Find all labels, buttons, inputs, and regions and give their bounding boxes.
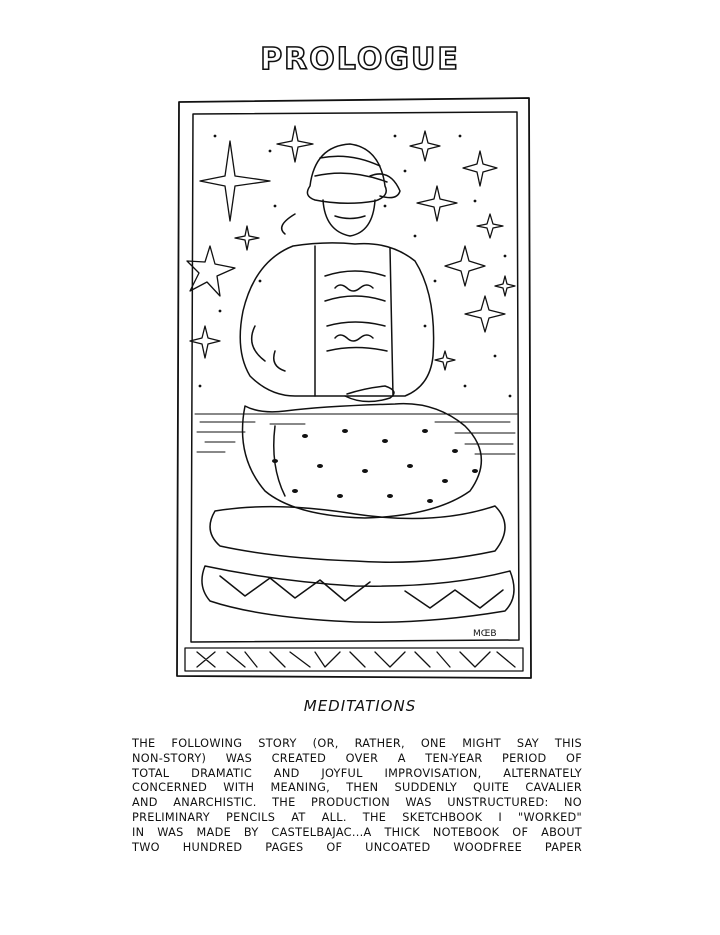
figure (202, 144, 514, 622)
body-line: PRELIMINARY PENCILS AT ALL. THE SKETCHBOOK I "WORKED" (132, 810, 582, 824)
body-line: NON-STORY) WAS CREATED OVER A TEN-YEAR PERIOD OF (132, 751, 582, 765)
illustration (175, 96, 535, 681)
page-title: PROLOGUE (260, 42, 460, 77)
body-line: TOTAL DRAMATIC AND JOYFUL IMPROVISATION, ALTERNATELY (132, 766, 582, 780)
decorative-border (185, 648, 523, 671)
body-line: TWO HUNDRED PAGES OF UNCOATED WOODFREE PAPER (132, 840, 582, 854)
body-line: CONCERNED WITH MEANING, THEN SUDDENLY QUITE CAVALIER (132, 781, 582, 795)
prologue-body (132, 737, 582, 855)
body-line: THE FOLLOWING STORY (OR, RATHER, ONE MIGHT SAY THIS (132, 737, 582, 750)
stars (187, 126, 515, 370)
artist-signature: MŒB (473, 629, 497, 639)
illustration-caption: MEDITATIONS (303, 697, 417, 715)
robe-dots (272, 429, 478, 503)
body-line: IN WAS MADE BY CASTELBAJAC...A THICK NOTEBOOK OF ABOUT (132, 825, 582, 839)
body-line: AND ANARCHISTIC. THE PRODUCTION WAS UNSTRUCTURED: NO (132, 796, 582, 810)
